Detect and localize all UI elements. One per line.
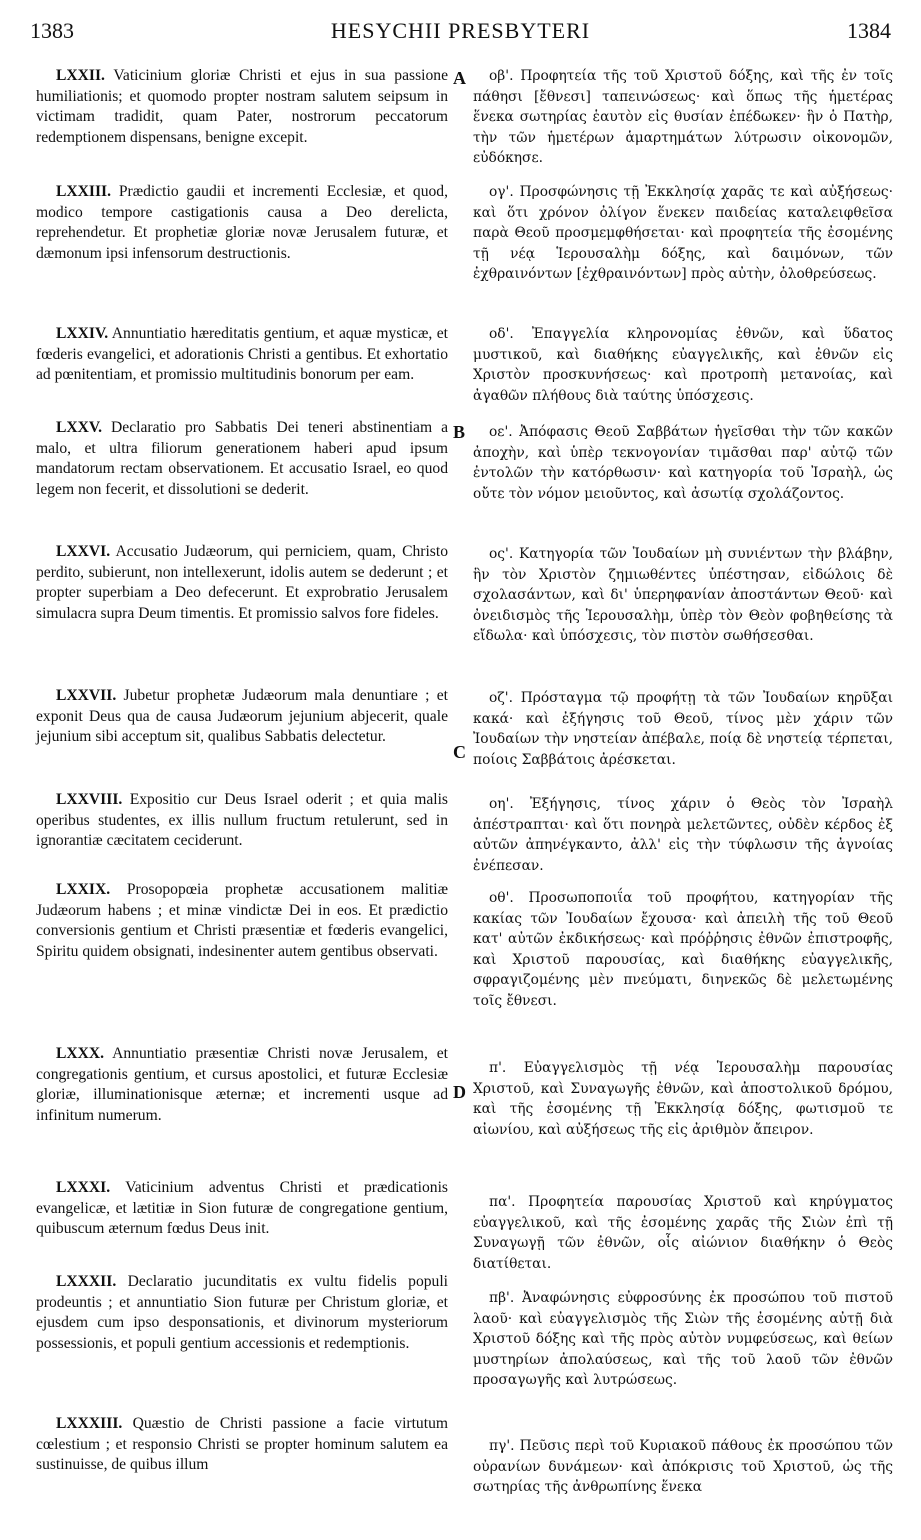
- entry-text: Ἐξήγησις, τίνος χάριν ὁ Θεὸς τὸν Ἰσραὴλ ἀπέστραπται· καὶ ὅτι πονηρὰ μελετῶντες, οὐδὲν κέρδος ἐξ αὐτῶν ἀπηνέγκαντο, ἀλλ' εἰς τὴν τύφλωσιν τῆς ἀγνοίας ἐνέπεσαν.: [473, 796, 893, 874]
- greek-entry: [473, 1288, 893, 1391]
- entry-number: LXXIX.: [56, 881, 111, 898]
- margin-letter-a: A: [453, 68, 466, 88]
- greek-entry: [473, 544, 893, 647]
- greek-entry: [473, 888, 893, 1011]
- entry-number: οθ'.: [489, 890, 514, 906]
- greek-entry: [473, 324, 893, 406]
- greek-entry: [473, 422, 893, 504]
- greek-entry: [473, 1058, 893, 1140]
- entry-number: LXXIV.: [56, 325, 109, 342]
- entry-number: LXXXIII.: [56, 1415, 123, 1432]
- margin-letter-c: C: [453, 742, 466, 762]
- entry-text: Vaticinium adventus Christi et prædicationis evangelicæ, et lætitiæ in Sion futuræ de congregatione gentium, quibuscum æternum fœdus Deus init.: [36, 1179, 448, 1238]
- margin-letter-b: B: [453, 422, 466, 442]
- greek-entry: [473, 182, 893, 285]
- entry-number: LXXII.: [56, 67, 105, 84]
- entry-number: οδ'.: [489, 326, 514, 342]
- greek-entry: [473, 66, 893, 169]
- latin-entry: [36, 686, 448, 748]
- latin-entry: [36, 880, 448, 962]
- entry-number: οε'.: [489, 424, 513, 440]
- margin-letter-d: D: [453, 1082, 466, 1102]
- entry-text: Expositio cur Deus Israel oderit ; et quia malis operibus studentes, ex illis nullum fructum retulerunt, sed in ignorantiæ cæcitatem ceciderunt.: [36, 791, 448, 850]
- latin-entry: [36, 182, 448, 264]
- entry-number: πα'.: [489, 1194, 516, 1210]
- greek-entry: [473, 1436, 893, 1498]
- entry-text: Προφητεία τῆς τοῦ Χριστοῦ δόξης, καὶ τῆς ἐν τοῖς πάθησι [ἔθνεσι] ταπεινώσεως· καὶ ὅπως τῆς ἡμετέρας ἕνεκα σωτηρίας ἑαυτὸν εἰς θυσίαν ἐπέδωκεν· ἣν ὁ Πατὴρ, τὴν τῶν ἡμετέρων ἁμαρτημάτων λύτρωσιν οἰκονομῶν, εὐδόκησε.: [473, 68, 893, 166]
- entry-number: π'.: [489, 1060, 507, 1076]
- entry-text: Ἀπόφασις Θεοῦ Σαββάτων ἡγεῖσθαι τὴν τῶν κακῶν ἀποχὴν, καὶ ὑπὲρ τεκνογονίαν τιμᾶσθαι παρ' αὐτῷ τῶν ἐντολῶν τὴν κατόρθωσιν· καὶ κατηγορία τοῦ Ἰσραὴλ, ὡς οὔτε τὸν νόμον μειοῦντος, καὶ ἀσωτίᾳ σχολάζοντος.: [473, 424, 893, 502]
- entry-number: πβ'.: [489, 1290, 515, 1306]
- entry-number: LXXVIII.: [56, 791, 123, 808]
- entry-text: Πεῦσις περὶ τοῦ Κυριακοῦ πάθους ἐκ προσώπου τῶν οὐρανίων δυνάμεων· καὶ ἀπόκρισις τοῦ Χριστοῦ, ὡς τῆς σωτηρίας τῆς ἀνθρωπίνης ἕνεκα: [473, 1438, 894, 1495]
- latin-entry: [36, 324, 448, 386]
- page-header: [30, 18, 891, 48]
- right-page-number: 1384: [847, 18, 891, 43]
- entry-text: Declaratio jucunditatis ex vultu fidelis populi prodeuntis ; et annuntiatio Sion futuræ per Christum gloriæ, et ejusdem cum ipso desponsationis, et divinorum mysteriorum possessionis, et populi gentium accessionis et redemptionis.: [36, 1273, 448, 1352]
- latin-entry: [36, 66, 448, 148]
- left-page-number: 1383: [30, 18, 74, 43]
- latin-entry: [36, 542, 448, 624]
- entry-number: LXXX.: [56, 1045, 105, 1062]
- entry-number: LXXV.: [56, 419, 103, 436]
- latin-entry: [36, 790, 448, 852]
- latin-entry: [36, 418, 448, 500]
- greek-entry: [473, 1192, 893, 1274]
- entry-text: Εὐαγγελισμὸς τῇ νέᾳ Ἱερουσαλὴμ παρουσίας Χριστοῦ, καὶ Συναγωγῆς ἐθνῶν, καὶ ἀποστολικοῦ δρόμου, καὶ τῆς ἐσομένης τῇ Ἐκκλησίᾳ δόξης, φωτισμοῦ τε αἰωνίου, καὶ αὐξήσεως τῆς εἰς ἀριθμὸν ἄπειρον.: [473, 1060, 894, 1138]
- latin-entry: [36, 1178, 448, 1240]
- entry-text: Πρόσταγμα τῷ προφήτῃ τὰ τῶν Ἰουδαίων κηρῦξαι κακά· καὶ ἐξήγησις τοῦ Θεοῦ, τίνος μὲν χάριν τῶν Ἰουδαίων τὴν νηστείαν ἀπέβαλε, ποίᾳ δὲ νηστείᾳ τέρπεται, ποίοις Σαββάτοις ἀρέσκεται.: [473, 690, 893, 768]
- entry-text: Προσωποποιΐα τοῦ προφήτου, κατηγορίαν τῆς κακίας τῶν Ἰουδαίων ἔχουσα· καὶ ἀπειλὴ τῆς τοῦ Θεοῦ κατ' αὐτῶν ἐκδικήσεως· καὶ πρόῤῥησις ἐθνῶν ἐπιστροφῆς, καὶ Χριστοῦ παρουσίας, καὶ διαθήκης εὐαγγελικῆς, σφραγιζομένης μὲν πνεύματι, διηνεκῶς δὲ μελετωμένης τοῖς ἔθνεσι.: [473, 890, 893, 1009]
- entry-number: πγ'.: [489, 1438, 515, 1454]
- entry-text: Accusatio Judæorum, qui perniciem, quam, Christo perdito, subierunt, non intellexerunt, idolis autem se dederunt ; et propter superbiam a Deo defecerunt. Et exprobratio Jerusalem simulacra supra Deum timentis. Et promissio salvos fore fideles.: [36, 543, 448, 622]
- entry-text: Quæstio de Christi passione a facie virtutum cœlestium ; et responsio Christi se propter hominum salutem ea sustinuisse, de quibus illum: [36, 1415, 448, 1474]
- entry-number: οζ'.: [489, 690, 513, 706]
- greek-entry: [473, 688, 893, 770]
- latin-entry: [36, 1414, 448, 1476]
- greek-entry: [473, 794, 893, 876]
- entry-number: LXXXI.: [56, 1179, 111, 1196]
- entry-number: LXXVII.: [56, 687, 117, 704]
- entry-text: Προφητεία παρουσίας Χριστοῦ καὶ κηρύγματος εὐαγγελικοῦ, καὶ τῆς ἐσομένης χαρᾶς τῆς Σιὼν ἐπὶ τῇ Συναγωγῇ τῶν ἐθνῶν, οἷς αἰώνιον διαθήκην ὁ Θεὸς διατίθεται.: [473, 1194, 893, 1272]
- entry-text: Prædictio gaudii et incrementi Ecclesiæ, et quod, modico tempore castigationis causa a Deo derelicta, reprehendetur. Et prophetiæ gloriæ novæ Jerusalem futuræ, et dæmonum ipsi infensorum destructionis.: [36, 183, 448, 262]
- entry-text: Προσφώνησις τῇ Ἐκκλησίᾳ χαρᾶς τε καὶ αὐξήσεως· καὶ ὅτι χρόνον ὀλίγον ἕνεκεν παιδείας καταλειφθεῖσα παρὰ Θεοῦ προσμεμφθήσεται· καὶ προφητεία τῆς ἐσομένης τῇ νέᾳ Ἱερουσαλὴμ δόξης, καὶ δαιμόνων, τῶν ἐχθραινόντων [ἐχθραινόντων] πρὸς αὐτὴν, ὀλοθρεύσεως.: [473, 184, 893, 282]
- entry-number: οη'.: [489, 796, 514, 812]
- entry-text: Prosopopœia prophetæ accusationem malitiæ Judæorum habens ; et minæ vindictæ Dei in eos. Et prædictio conversionis gentium et Christi præsentiæ et fœderis evangelici, Spiritu quidem obsignati, indesinenter autem gentibus observati.: [36, 881, 448, 960]
- entry-text: Annuntiatio præsentiæ Christi novæ Jerusalem, et congregationis gentium, et cursus apostolici, et futuræ Ecclesiæ gloriæ, illuminationisque æternæ; et incrementi usque ad infinitum numerum.: [36, 1045, 449, 1124]
- latin-entry: [36, 1044, 448, 1126]
- entry-text: Declaratio pro Sabbatis Dei teneri abstinentiam a malo, et ultra filiorum generationem haberi apud ipsum mandatorum rectam observationem. Et accusatio Israel, eo quod legem non fecerit, et dissolutioni se dederit.: [36, 419, 448, 498]
- entry-text: Jubetur prophetæ Judæorum mala denuntiare ; et exponit Deus qua de causa Judæorum jejunium abjecerit, quale jejunium sibi acceptum sit, qualibus Sabbatis delectetur.: [36, 687, 448, 746]
- entry-text: Κατηγορία τῶν Ἰουδαίων μὴ συνιέντων τὴν βλάβην, ἣν τὸν Χριστὸν ζημιωθέντες ὑπέστησαν, εἰδώλοις δὲ σχολασάντων, καὶ δι' ὑπερηφανίαν ἀποστάντων Θεοῦ· καὶ ὀνειδισμὸς τῆς Ἱερουσαλὴμ, ὑπὲρ τὸν Θεὸν φοβηθείσης τὰ εἴδωλα· καὶ ὑπόσχεσις, τὸν πιστὸν σωθήσεσθαι.: [473, 546, 894, 644]
- running-title: HESYCHII PRESBYTERI: [330, 18, 591, 43]
- entry-number: ος'.: [489, 546, 514, 562]
- entry-text: Annuntiatio hæreditatis gentium, et aquæ mysticæ, et fœderis evangelici, et adorationis Christi a gentibus. Et exhortatio ad pœnitentiam, et promissio multitudinis bonorum per eam.: [36, 325, 448, 384]
- entry-text: Vaticinium gloriæ Christi et ejus in sua passione humiliationis; et quomodo propter nostram salutem seipsum in victimam tradidit, quam Pater, nostrorum peccatorum redemptionem dispensans, benigne excepit.: [36, 67, 448, 146]
- entry-number: LXXIII.: [56, 183, 112, 200]
- entry-text: Ἀναφώνησις εὐφροσύνης ἐκ προσώπου τοῦ πιστοῦ λαοῦ· καὶ εὐαγγελισμὸς τῆς Σιὼν τῆς ἐσομένης αὐτῇ διὰ Χριστοῦ δόξης καὶ τῆς πρὸς αὐτὸν νυμφεύσεως, καὶ θείων μυστηρίων ἀπολαύσεως, καὶ τῆς τοῦ λαοῦ τῶν ἐθνῶν προσαγωγῆς καὶ λυτρώσεως.: [473, 1290, 893, 1388]
- entry-number: ογ'.: [489, 184, 514, 200]
- entry-text: Ἐπαγγελία κληρονομίας ἐθνῶν, καὶ ὕδατος μυστικοῦ, καὶ διαθήκης εὐαγγελικῆς, καὶ ἐθνῶν εἰς Χριστὸν προσκυνήσεως· καὶ προτροπὴ μετανοίας, καὶ ἀγαθῶν πλήθους διὰ ταύτης ὑπόσχεσις.: [473, 326, 893, 404]
- latin-entry: [36, 1272, 448, 1354]
- entry-number: LXXVI.: [56, 543, 111, 560]
- entry-number: LXXXII.: [56, 1273, 117, 1290]
- entry-number: οβ'.: [489, 68, 514, 84]
